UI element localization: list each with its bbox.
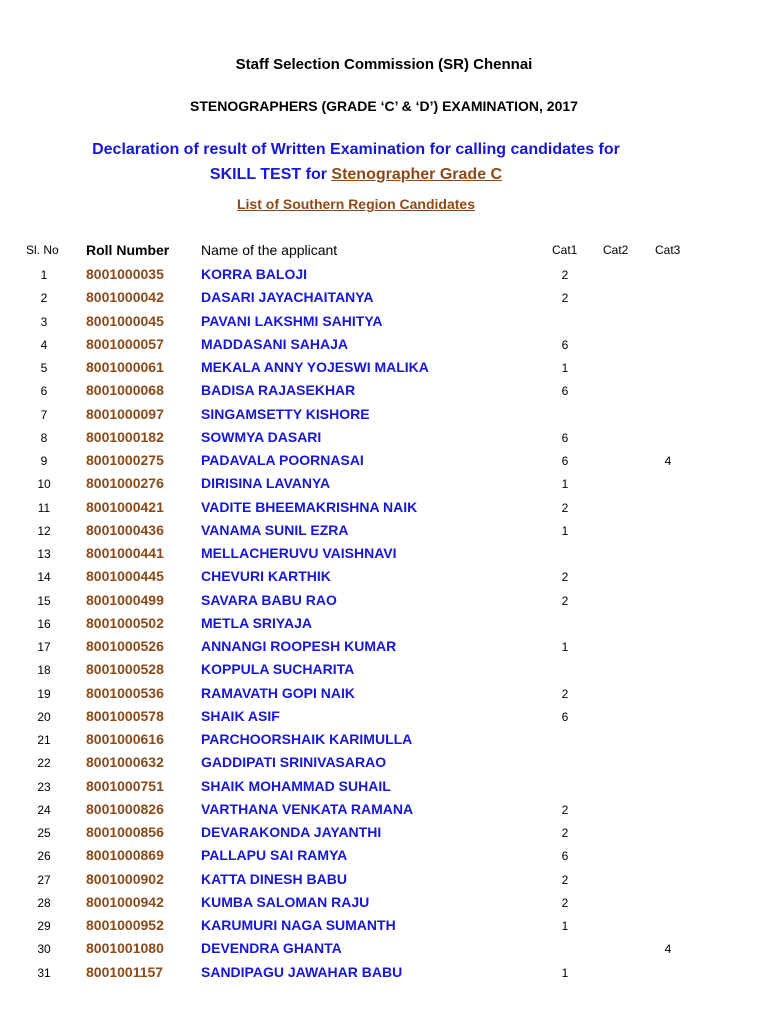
declaration-heading [0, 137, 712, 187]
column-header-sl-no: Sl. No [26, 243, 59, 257]
cat1-cell: 6 [561, 337, 569, 352]
candidate-row [0, 727, 768, 750]
candidate-row [0, 820, 768, 843]
sl-no-cell: 4 [40, 337, 48, 352]
applicant-name-cell: SANDIPAGU JAWAHAR BABU [201, 963, 403, 980]
candidate-row [0, 378, 768, 401]
candidate-row [0, 588, 768, 611]
cat3-cell: 4 [664, 942, 672, 957]
declaration-line-2 [0, 162, 712, 187]
roll-number-cell: 8001000421 [86, 498, 164, 515]
cat1-cell: 2 [561, 895, 569, 910]
roll-number-cell: 8001000578 [86, 707, 164, 724]
roll-number-cell: 8001001080 [86, 940, 164, 957]
roll-number-cell: 8001000035 [86, 266, 164, 282]
cat1-cell: 2 [561, 268, 569, 282]
candidate-row [0, 774, 768, 797]
candidate-row [0, 797, 768, 820]
sl-no-cell: 17 [37, 640, 51, 654]
applicant-name-cell: DASARI JAYACHAITANYA [201, 289, 374, 306]
sl-no-cell: 8 [40, 430, 48, 445]
roll-number-cell: 8001000632 [86, 754, 164, 771]
sl-no-cell: 21 [37, 733, 51, 747]
column-header-name: Name of the applicant [201, 242, 338, 258]
sl-no-cell: 30 [37, 942, 51, 957]
cat1-cell: 2 [561, 291, 569, 306]
applicant-name-cell: MEKALA ANNY YOJESWI MALIKA [201, 359, 429, 375]
declaration-prefix: SKILL TEST for [209, 166, 332, 183]
applicant-name-cell: SINGAMSETTY KISHORE [201, 405, 370, 422]
candidate-row [0, 495, 768, 518]
applicant-name-cell: VARTHANA VENKATA RAMANA [201, 800, 414, 817]
applicant-name-cell: ANNANGI ROOPESH KUMAR [201, 638, 397, 654]
applicant-name-cell: MELLACHERUVU VAISHNAVI [201, 545, 397, 561]
cat1-cell: 6 [561, 384, 569, 399]
exam-subtitle: STENOGRAPHERS (GRADE ‘C’ & ‘D’) EXAMINATION, 2017 [190, 98, 578, 114]
candidate-row [0, 332, 768, 355]
candidate-list [0, 262, 768, 983]
cat1-cell: 2 [561, 872, 569, 887]
sl-no-cell: 15 [37, 593, 51, 608]
sl-no-cell: 14 [37, 570, 51, 585]
roll-number-cell: 8001000061 [86, 359, 164, 375]
applicant-name-cell: KATTA DINESH BABU [201, 870, 347, 887]
roll-number-cell: 8001000436 [86, 521, 164, 538]
applicant-name-cell: VANAMA SUNIL EZRA [201, 521, 349, 538]
roll-number-cell: 8001000826 [86, 800, 164, 817]
candidate-row [0, 402, 768, 425]
sl-no-cell: 22 [37, 756, 51, 771]
applicant-name-cell: VADITE BHEEMAKRISHNA NAIK [201, 498, 418, 515]
roll-number-cell: 8001000751 [86, 777, 164, 794]
candidate-row [0, 890, 768, 913]
applicant-name-cell: SAVARA BABU RAO [201, 591, 337, 608]
sl-no-cell: 24 [37, 802, 51, 817]
candidate-row [0, 309, 768, 332]
roll-number-cell: 8001000042 [86, 289, 164, 306]
roll-number-cell: 8001000445 [86, 568, 164, 585]
applicant-name-cell: PAVANI LAKSHMI SAHITYA [201, 312, 383, 329]
roll-number-cell: 8001000528 [86, 661, 164, 678]
applicant-name-cell: KORRA BALOJI [201, 266, 308, 282]
candidate-row [0, 355, 768, 378]
sl-no-cell: 29 [37, 919, 51, 933]
column-header-cat2: Cat2 [603, 243, 629, 257]
column-header-cat3: Cat3 [655, 243, 681, 257]
sl-no-cell: 20 [37, 709, 51, 724]
applicant-name-cell: RAMAVATH GOPI NAIK [201, 684, 355, 701]
roll-number-cell: 8001000902 [86, 870, 164, 887]
document-title: Staff Selection Commission (SR) Chennai [235, 56, 533, 73]
sl-no-cell: 7 [40, 407, 48, 422]
roll-number-cell: 8001000441 [86, 545, 164, 561]
sl-no-cell: 12 [37, 523, 51, 538]
sl-no-cell: 2 [40, 291, 48, 306]
sl-no-cell: 11 [37, 500, 51, 515]
sl-no-cell: 28 [37, 895, 51, 910]
cat1-cell: 2 [561, 802, 569, 817]
applicant-name-cell: SHAIK MOHAMMAD SUHAIL [201, 777, 391, 794]
candidate-row [0, 634, 768, 657]
sl-no-cell: 9 [40, 454, 48, 468]
roll-number-cell: 8001000045 [86, 312, 164, 329]
roll-number-cell: 8001000502 [86, 614, 164, 631]
sl-no-cell: 19 [37, 686, 51, 701]
applicant-name-cell: KOPPULA SUCHARITA [201, 661, 355, 678]
sl-no-cell: 16 [37, 616, 51, 631]
candidate-row [0, 541, 768, 564]
candidate-row [0, 750, 768, 773]
applicant-name-cell: KUMBA SALOMAN RAJU [201, 893, 370, 910]
roll-number-cell: 8001000182 [86, 428, 164, 445]
sl-no-cell: 10 [37, 477, 51, 492]
cat1-cell: 1 [561, 523, 569, 538]
sl-no-cell: 5 [40, 361, 48, 375]
applicant-name-cell: PARCHOORSHAIK KARIMULLA [201, 731, 413, 747]
sl-no-cell: 23 [37, 779, 51, 794]
column-header-roll-number: Roll Number [86, 242, 170, 258]
candidate-row [0, 913, 768, 936]
cat1-cell: 6 [561, 454, 569, 468]
roll-number-cell: 8001000952 [86, 917, 164, 933]
list-title: List of Southern Region Candidates [236, 196, 475, 212]
declaration-line-1: Declaration of result of Written Examination for calling candidates for [92, 141, 620, 158]
roll-number-cell: 8001000276 [86, 475, 164, 492]
sl-no-cell: 3 [40, 314, 48, 329]
roll-number-cell: 8001001157 [86, 963, 164, 980]
column-header-cat1: Cat1 [552, 243, 578, 257]
cat1-cell: 6 [561, 709, 569, 724]
sl-no-cell: 13 [37, 547, 51, 561]
roll-number-cell: 8001000526 [86, 638, 164, 654]
candidate-row [0, 960, 768, 983]
cat1-cell: 1 [561, 361, 569, 375]
sl-no-cell: 25 [37, 826, 51, 840]
applicant-name-cell: PALLAPU SAI RAMYA [201, 847, 348, 864]
roll-number-cell: 8001000942 [86, 893, 164, 910]
cat1-cell: 6 [561, 849, 569, 864]
candidate-row [0, 285, 768, 308]
roll-number-cell: 8001000068 [86, 382, 164, 399]
sl-no-cell: 31 [37, 965, 51, 980]
sl-no-cell: 27 [37, 872, 51, 887]
candidate-row [0, 704, 768, 727]
sl-no-cell: 26 [37, 849, 51, 864]
cat1-cell: 1 [561, 477, 569, 492]
cat1-cell: 1 [561, 640, 569, 654]
candidate-row [0, 564, 768, 587]
roll-number-cell: 8001000536 [86, 684, 164, 701]
cat1-cell: 2 [561, 686, 569, 701]
cat1-cell: 2 [561, 500, 569, 515]
candidate-row [0, 425, 768, 448]
cat1-cell: 2 [561, 826, 569, 840]
applicant-name-cell: DEVENDRA GHANTA [201, 940, 342, 957]
roll-number-cell: 8001000275 [86, 452, 164, 468]
cat1-cell: 2 [561, 570, 569, 585]
applicant-name-cell: BADISA RAJASEKHAR [201, 382, 356, 399]
applicant-name-cell: SOWMYA DASARI [201, 428, 322, 445]
candidate-row [0, 936, 768, 959]
candidate-row [0, 471, 768, 494]
applicant-name-cell: PADAVALA POORNASAI [201, 452, 364, 468]
sl-no-cell: 18 [37, 663, 51, 678]
applicant-name-cell: METLA SRIYAJA [201, 614, 312, 631]
applicant-name-cell: SHAIK ASIF [201, 707, 280, 724]
cat1-cell: 1 [561, 965, 569, 980]
post-name-link: Stenographer Grade C [331, 166, 503, 183]
applicant-name-cell: MADDASANI SAHAJA [201, 335, 349, 352]
roll-number-cell: 8001000856 [86, 824, 164, 840]
sl-no-cell: 1 [40, 268, 48, 282]
candidate-row [0, 867, 768, 890]
applicant-name-cell: CHEVURI KARTHIK [201, 568, 331, 585]
cat3-cell: 4 [664, 454, 672, 468]
candidate-row [0, 518, 768, 541]
roll-number-cell: 8001000057 [86, 335, 164, 352]
applicant-name-cell: DIRISINA LAVANYA [201, 475, 331, 492]
candidate-row [0, 262, 768, 285]
roll-number-cell: 8001000499 [86, 591, 164, 608]
candidate-row [0, 657, 768, 680]
cat1-cell: 2 [561, 593, 569, 608]
roll-number-cell: 8001000097 [86, 405, 164, 422]
roll-number-cell: 8001000869 [86, 847, 164, 864]
sl-no-cell: 6 [40, 384, 48, 399]
applicant-name-cell: KARUMURI NAGA SUMANTH [201, 917, 396, 933]
cat1-cell: 6 [561, 430, 569, 445]
candidate-row [0, 448, 768, 471]
applicant-name-cell: DEVARAKONDA JAYANTHI [201, 824, 382, 840]
cat1-cell: 1 [561, 919, 569, 933]
candidate-row [0, 611, 768, 634]
roll-number-cell: 8001000616 [86, 731, 164, 747]
candidate-row [0, 681, 768, 704]
applicant-name-cell: GADDIPATI SRINIVASARAO [201, 754, 387, 771]
candidate-row [0, 843, 768, 866]
